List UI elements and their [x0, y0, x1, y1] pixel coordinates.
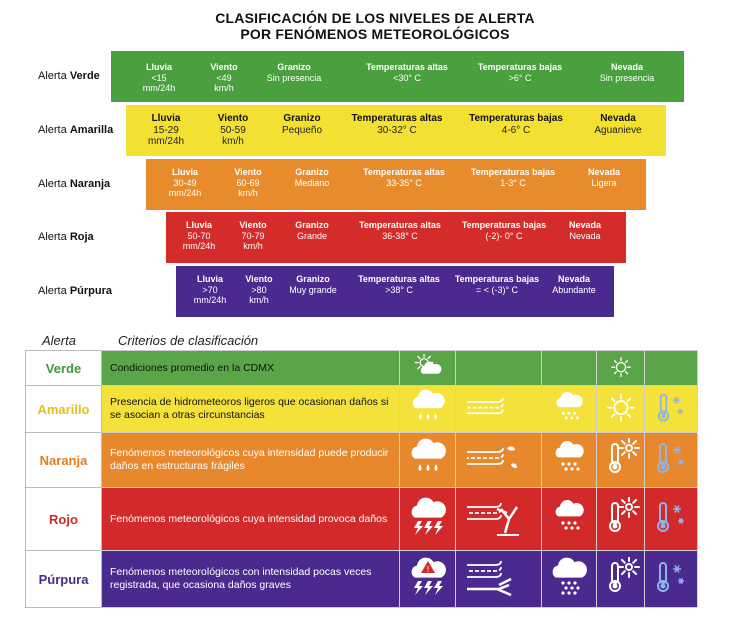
band-naranja — [146, 159, 646, 210]
level-label-naranja: Alerta Naranja — [38, 178, 111, 190]
criteria-row — [26, 386, 698, 433]
granizo-cell: Granizo Mediano — [294, 167, 330, 188]
lluvia-cell: Lluvia 30-49 mm/24h — [168, 167, 202, 198]
granizo-cell: Granizo Muy grande — [289, 274, 337, 295]
partly-cloudy-icon — [406, 354, 450, 383]
cloud-hail-icon — [547, 389, 591, 430]
level-label-roja: Alerta Roja — [38, 231, 94, 243]
granizo-cell: Granizo Sin presencia — [266, 62, 322, 83]
criteria-level-name: Amarillo — [26, 386, 102, 433]
level-label-amarilla: Alerta Amarilla — [38, 124, 114, 136]
cloud-rain-icon — [406, 389, 450, 430]
nevada-cell: Nevada Aguanieve — [594, 113, 642, 136]
wind-tree-icon — [467, 497, 531, 541]
thermometer-snow-icon — [649, 389, 693, 430]
criteria-icon-cell — [597, 433, 645, 488]
criteria-row — [26, 488, 698, 551]
thermometer-sun-icon — [599, 438, 643, 482]
title-line-2: POR FENÓMENOS METEOROLÓGICOS — [240, 26, 510, 42]
criteria-level-name: Púrpura — [26, 551, 102, 608]
sun-icon — [599, 354, 643, 383]
criteria-icon-cell — [542, 351, 597, 386]
cloud-hail-heavy-icon — [547, 557, 591, 601]
nevada-cell: Nevada Ligera — [587, 167, 621, 188]
nevada-cell: Nevada Sin presencia — [599, 62, 655, 83]
criteria-head-alerta: Alerta — [42, 333, 76, 348]
criteria-icon-cell — [456, 386, 542, 433]
band-roja — [166, 212, 626, 263]
criteria-icon-cell — [542, 551, 597, 608]
criteria-description: Fenómenos meteorológicos cuya intensidad puede producir daños en estructuras frágiles — [102, 433, 400, 488]
temp-altas-cell: Temperaturas altas 33-35° C — [363, 167, 445, 188]
criteria-level-name: Naranja — [26, 433, 102, 488]
sun-icon — [599, 389, 643, 430]
wind-uprooted-tree-icon — [467, 557, 531, 601]
band-purpura — [176, 266, 614, 317]
criteria-level-name: Rojo — [26, 488, 102, 551]
criteria-head-criterios: Criterios de clasificación — [118, 333, 259, 348]
criteria-icon-cell — [400, 488, 456, 551]
temp-bajas-cell: Temperaturas bajas 1-3° C — [470, 167, 556, 188]
thermometer-sun-icon — [599, 497, 643, 541]
criteria-icon-cell — [597, 551, 645, 608]
granizo-cell: Granizo Pequeño — [281, 113, 323, 136]
criteria-description: Condiciones promedio en la CDMX — [102, 351, 400, 386]
cloud-hail-icon — [547, 497, 591, 541]
criteria-row — [26, 433, 698, 488]
cloud-storm-icon — [406, 497, 450, 541]
viento-cell: Viento 70-79 km/h — [239, 220, 267, 251]
wind-icon — [467, 389, 531, 430]
criteria-icon-cell — [645, 488, 698, 551]
criteria-row — [26, 351, 698, 386]
criteria-icon-cell — [456, 433, 542, 488]
criteria-icon-cell — [400, 386, 456, 433]
temp-bajas-cell: Temperaturas bajas >6° C — [477, 62, 563, 83]
wind-leaves-icon — [467, 438, 531, 482]
criteria-icon-cell — [597, 488, 645, 551]
criteria-icon-cell — [645, 551, 698, 608]
cloud-hail-icon — [547, 438, 591, 482]
cloud-storm-warning-icon — [406, 557, 450, 601]
band-amarilla — [126, 105, 666, 156]
granizo-cell: Granizo Grande — [295, 220, 329, 241]
criteria-icon-cell — [400, 433, 456, 488]
criteria-description: Fenómenos meteorológicos cuya intensidad provoca daños — [102, 488, 400, 551]
criteria-row — [26, 551, 698, 608]
temp-bajas-cell: Temperaturas bajas (-2)- 0° C — [461, 220, 547, 241]
criteria-icon-cell — [400, 351, 456, 386]
criteria-icon-cell — [400, 551, 456, 608]
criteria-icon-cell — [645, 433, 698, 488]
criteria-description: Presencia de hidrometeoros ligeros que ocasionan daños si se asocian a otras circunstancias — [102, 386, 400, 433]
thermometer-snow-icon — [649, 557, 693, 601]
criteria-icon-cell — [542, 488, 597, 551]
criteria-icon-cell — [542, 386, 597, 433]
level-label-verde: Alerta Verde — [38, 70, 100, 82]
criteria-icon-cell — [456, 351, 542, 386]
temp-bajas-cell: Temperaturas bajas 4-6° C — [469, 113, 563, 136]
lluvia-cell: Lluvia 50-70 mm/24h — [182, 220, 216, 251]
svg-text:!: ! — [426, 565, 429, 574]
criteria-table — [25, 350, 698, 608]
criteria-icon-cell — [645, 351, 698, 386]
band-verde — [111, 51, 684, 102]
lluvia-cell: Lluvia 15-29 mm/24h — [147, 113, 185, 147]
cloud-rain-icon — [406, 438, 450, 482]
nevada-cell: Nevada Nevada — [568, 220, 602, 241]
viento-cell: Viento <49 km/h — [210, 62, 238, 93]
criteria-icon-cell — [542, 433, 597, 488]
lluvia-cell: Lluvia >70 mm/24h — [193, 274, 227, 305]
criteria-description: Fenómenos meteorológicos con intensidad pocas veces registrada, que ocasiona daños graves — [102, 551, 400, 608]
thermometer-snow-icon — [649, 497, 693, 541]
viento-cell: Viento 50-59 km/h — [217, 113, 249, 147]
viento-cell: Viento >80 km/h — [245, 274, 273, 305]
thermometer-sun-icon — [599, 557, 643, 601]
thermometer-snow-icon — [649, 438, 693, 482]
temp-altas-cell: Temperaturas altas 36-38° C — [359, 220, 441, 241]
criteria-icon-cell — [597, 386, 645, 433]
temp-altas-cell: Temperaturas altas 30-32° C — [351, 113, 443, 136]
criteria-icon-cell — [597, 351, 645, 386]
lluvia-cell: Lluvia <15 mm/24h — [142, 62, 176, 93]
temp-bajas-cell: Temperaturas bajas = < (-3)° C — [454, 274, 540, 295]
criteria-icon-cell — [456, 551, 542, 608]
temp-altas-cell: Temperaturas altas >38° C — [358, 274, 440, 295]
viento-cell: Viento 60-69 km/h — [234, 167, 262, 198]
criteria-icon-cell — [645, 386, 698, 433]
temp-altas-cell: Temperaturas altas <30° C — [366, 62, 448, 83]
nevada-cell: Nevada Abundante — [552, 274, 596, 295]
criteria-icon-cell — [456, 488, 542, 551]
criteria-level-name: Verde — [26, 351, 102, 386]
page-title — [0, 10, 750, 42]
title-line-1: CLASIFICACIÓN DE LOS NIVELES DE ALERTA — [215, 10, 535, 26]
level-label-purpura: Alerta Púrpura — [38, 285, 112, 297]
